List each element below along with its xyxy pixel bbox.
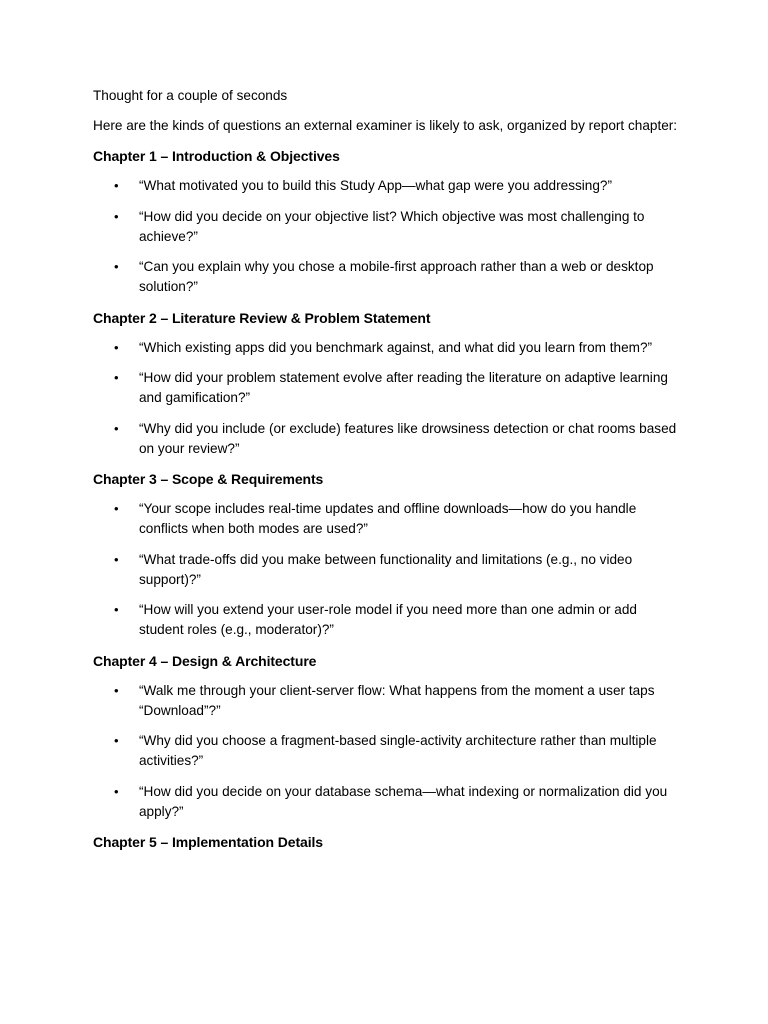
question-text: “How did your problem statement evolve after reading the literature on adaptive learning and gamification?” — [139, 370, 668, 405]
question-item — [93, 207, 683, 247]
bullet-icon: • — [114, 370, 119, 385]
bullet-icon: • — [114, 551, 119, 567]
question-text: “Your scope includes real-time updates and offline downloads—how do you handle conflicts when both modes are used?” — [139, 501, 637, 536]
bullet-icon: • — [114, 420, 119, 436]
chapter-section — [93, 651, 683, 822]
bullet-icon: • — [114, 259, 119, 274]
question-list — [93, 338, 683, 459]
question-item — [93, 499, 683, 539]
question-list — [93, 681, 683, 822]
question-item — [93, 681, 683, 721]
chapter-heading: Chapter 5 – Implementation Details — [93, 834, 323, 850]
bullet-icon: • — [114, 733, 119, 748]
chapter-section — [93, 469, 683, 640]
question-list — [93, 499, 683, 640]
question-text: “What trade-offs did you make between functionality and limitations (e.g., no video support)?” — [139, 551, 633, 587]
bullet-icon: • — [114, 602, 119, 617]
question-text: “Why did you include (or exclude) features like drowsiness detection or chat rooms based on your review?” — [139, 420, 677, 456]
question-item — [93, 550, 683, 590]
chapter-section — [93, 832, 683, 852]
question-text: “What motivated you to build this Study App—what gap were you addressing?” — [139, 178, 613, 193]
question-item — [93, 368, 683, 408]
chapter-heading: Chapter 2 – Literature Review & Problem Statement — [93, 309, 431, 326]
question-list — [93, 176, 683, 297]
bullet-icon: • — [114, 682, 119, 698]
bullet-icon: • — [114, 783, 119, 799]
bullet-icon: • — [114, 208, 119, 224]
question-text: “How did you decide on your objective list? Which objective was most challenging to achieve?” — [139, 208, 645, 244]
chapter-heading: Chapter 3 – Scope & Requirements — [93, 471, 324, 487]
question-item — [93, 600, 683, 640]
bullet-icon: • — [114, 501, 119, 516]
chapter-section — [93, 146, 683, 297]
question-text: “Can you explain why you chose a mobile-first approach rather than a web or desktop solution?” — [139, 259, 654, 294]
intro-paragraph: Here are the kinds of questions an external examiner is likely to ask, organized by report chapter: — [93, 118, 678, 133]
question-item — [93, 338, 683, 358]
question-text: “How did you decide on your database schema—what indexing or normalization did you apply?” — [139, 783, 668, 819]
question-item — [93, 176, 683, 196]
thought-note: Thought for a couple of seconds — [93, 88, 288, 103]
question-text: “How will you extend your user-role model if you need more than one admin or add student roles (e.g., moderator)?” — [139, 602, 637, 637]
question-text: “Why did you choose a fragment-based single-activity architecture rather than multiple activities?” — [139, 733, 657, 768]
question-item — [93, 731, 683, 771]
question-text: “Which existing apps did you benchmark against, and what did you learn from them?” — [139, 339, 653, 355]
chapter-section — [93, 308, 683, 459]
bullet-icon: • — [114, 178, 119, 193]
question-item — [93, 257, 683, 297]
chapter-heading: Chapter 4 – Design & Architecture — [93, 652, 317, 669]
question-item — [93, 782, 683, 822]
chapter-heading: Chapter 1 – Introduction & Objectives — [93, 148, 340, 164]
bullet-icon: • — [114, 339, 119, 355]
question-item — [93, 419, 683, 459]
question-text: “Walk me through your client-server flow: What happens from the moment a user taps “Download”?” — [139, 682, 655, 718]
document-page — [93, 86, 683, 862]
